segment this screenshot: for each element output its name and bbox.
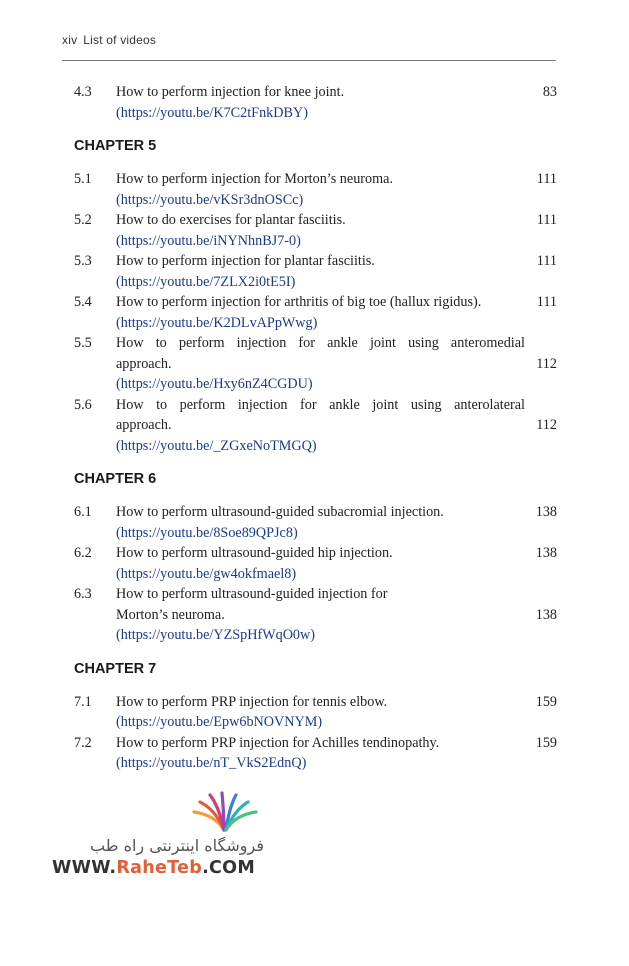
entry-number: 5.3 — [74, 253, 92, 269]
watermark-url — [52, 858, 255, 878]
entry-title: How to perform injection for arthritis of big toe (hallux rigidus). — [116, 294, 482, 310]
video-entry-6-3 — [74, 584, 557, 646]
watermark-url-accent: RaheTeb — [116, 858, 203, 878]
entry-title: How to perform PRP injection for tennis elbow. — [116, 693, 388, 710]
entry-title-line-2: Morton’s neuroma. — [116, 606, 225, 623]
watermark-persian-text: فروشگاه اینترنتی راه طب — [90, 836, 264, 855]
entry-title: How to perform injection for plantar fasciitis. — [116, 253, 375, 269]
rahteb-watermark — [52, 790, 264, 890]
entry-url-link[interactable]: (https://youtu.be/gw4okfmael8) — [116, 565, 297, 582]
entry-url-link[interactable]: (https://youtu.be/K7C2tFnkDBY) — [116, 104, 308, 121]
entry-url-link[interactable]: (https://youtu.be/Epw6bNOVNYM) — [116, 714, 323, 730]
video-entry-5-4 — [74, 292, 557, 333]
entry-page: 112 — [536, 417, 557, 433]
entry-url-link[interactable]: (https://youtu.be/iNYNhnBJ7-0) — [116, 232, 301, 249]
entry-page: 138 — [535, 545, 557, 561]
open-book-logo-icon — [190, 790, 260, 838]
video-list — [74, 82, 557, 774]
video-entry-5-6 — [74, 395, 557, 457]
entry-url-link[interactable]: (https://youtu.be/7ZLX2i0tE5I) — [116, 273, 296, 290]
entry-page: 138 — [535, 504, 557, 520]
entry-page: 111 — [536, 212, 557, 228]
video-entry-7-1 — [74, 692, 557, 733]
entry-title-line-1: How to perform ultrasound-guided injection for — [116, 586, 388, 602]
entry-number: 6.2 — [74, 545, 92, 561]
header-page-number: xiv — [62, 33, 78, 47]
entry-number: 5.1 — [74, 171, 92, 187]
video-entry-7-2 — [74, 733, 557, 774]
video-entry-5-2 — [74, 210, 557, 251]
entry-url-link[interactable]: (https://youtu.be/YZSpHfWqO0w) — [116, 627, 315, 643]
entry-page: 112 — [536, 355, 557, 372]
entry-title: How to perform ultrasound-guided hip injection. — [116, 545, 393, 561]
entry-title: How to perform PRP injection for Achilles tendinopathy. — [116, 734, 440, 751]
entry-number: 5.4 — [74, 294, 92, 310]
entry-number: 5.2 — [74, 212, 92, 228]
video-entry-4-3 — [74, 82, 557, 123]
video-entry-5-1 — [74, 169, 557, 210]
running-head — [62, 33, 156, 47]
entry-page: 111 — [536, 171, 557, 187]
entry-page: 138 — [535, 606, 557, 623]
chapter-7-heading: CHAPTER 7 — [74, 660, 157, 677]
entry-title-line-1: How to perform injection for ankle joint using anterolateral — [116, 396, 525, 413]
chapter-6-heading: CHAPTER 6 — [74, 471, 157, 487]
entry-page: 83 — [542, 84, 557, 100]
entry-number: 7.1 — [74, 693, 92, 710]
entry-title-line-2: approach. — [116, 417, 172, 433]
entry-url-link[interactable]: (https://youtu.be/nT_VkS2EdnQ) — [116, 755, 307, 771]
header-rule — [62, 60, 556, 61]
entry-page: 159 — [535, 734, 557, 751]
watermark-url-suffix: .COM — [202, 858, 256, 878]
entry-title-line-2: approach. — [116, 355, 172, 372]
entry-url-link[interactable]: (https://youtu.be/8Soe89QPJc8) — [116, 524, 298, 541]
entry-title: How to perform ultrasound-guided subacromial injection. — [116, 504, 444, 520]
entry-number: 6.3 — [74, 586, 92, 602]
video-entry-6-1 — [74, 502, 557, 543]
entry-title: How to do exercises for plantar fasciitis. — [116, 212, 346, 228]
entry-number: 7.2 — [74, 734, 92, 751]
chapter-5-heading: CHAPTER 5 — [74, 138, 157, 154]
entry-page: 111 — [536, 294, 557, 310]
entry-page: 159 — [535, 693, 557, 710]
entry-title-line-1: How to perform injection for ankle joint using anteromedial — [116, 335, 525, 351]
entry-number: 5.5 — [74, 335, 92, 351]
entry-url-link[interactable]: (https://youtu.be/vKSr3dnOSCc) — [116, 191, 304, 208]
video-entry-5-5 — [74, 333, 557, 395]
video-entry-6-2 — [74, 543, 557, 584]
entry-title: How to perform injection for knee joint. — [116, 84, 345, 100]
entry-url-link[interactable]: (https://youtu.be/_ZGxeNoTMGQ) — [116, 437, 317, 454]
entry-number: 4.3 — [74, 84, 92, 100]
watermark-url-prefix: WWW. — [52, 858, 117, 878]
entry-number: 6.1 — [74, 504, 92, 520]
entry-url-link[interactable]: (https://youtu.be/K2DLvAPpWwg) — [116, 314, 318, 331]
entry-url-link[interactable]: (https://youtu.be/Hxy6nZ4CGDU) — [116, 376, 313, 392]
entry-page: 111 — [536, 253, 557, 269]
video-entry-5-3 — [74, 251, 557, 292]
header-title: List of videos — [83, 33, 157, 47]
entry-number: 5.6 — [74, 396, 92, 413]
entry-title: How to perform injection for Morton’s neuroma. — [116, 171, 393, 187]
